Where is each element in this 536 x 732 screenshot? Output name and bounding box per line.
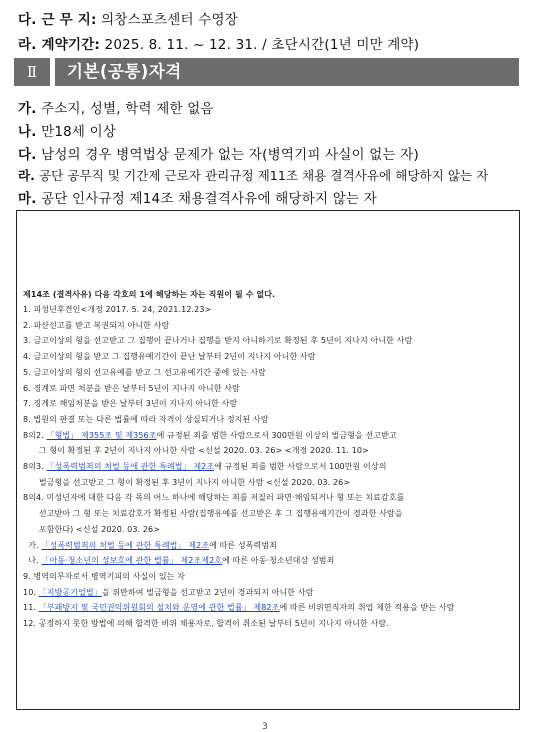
- qualification-item: [18, 120, 116, 140]
- clause-line: [23, 367, 266, 378]
- qualification-marker: 나.: [18, 124, 37, 140]
- clause-text: 3. 금고이상의 형을 선고받고 그 집행이 끝나거나 집행을 받지 아니하기로 확정된 후 5년이 지나지 아니한 사람: [23, 336, 413, 346]
- clause-text: 6. 징계로 파면 처분을 받은 날부터 5년이 지나지 아니한 사람: [23, 383, 240, 393]
- clause-text: 8의3.: [23, 462, 47, 471]
- clause-text: 포함한다) <신설 2020. 03. 26>: [23, 524, 161, 534]
- qualification-marker: 라.: [18, 168, 35, 183]
- clause-line: [23, 398, 237, 409]
- qualification-marker: 가.: [18, 101, 37, 117]
- qualification-item: [18, 187, 377, 207]
- contract-period-value: 2025. 8. 11. ~ 12. 31. / 초단시간(1년 미만 계약): [104, 37, 420, 53]
- clause-line: [23, 587, 313, 598]
- qualification-marker: 마.: [18, 191, 37, 207]
- law-reference-link[interactable]: 「성폭력범죄의 처벌 등에 관한 특례법」 제2조: [41, 540, 210, 550]
- clause-text: 에 따른 비위면직자의 취업 제한 적용을 받는 사람: [279, 603, 455, 613]
- clause-line: [23, 571, 185, 582]
- law-reference-link[interactable]: 「아동·청소년의 성보호에 관한 법률」 제2조제2호: [41, 556, 223, 566]
- law-reference-link[interactable]: 「성폭력범죄의 처벌 등에 관한 특례법」 제2조: [46, 462, 215, 471]
- section-number: Ⅱ: [14, 58, 50, 86]
- qualification-marker: 다.: [18, 147, 37, 163]
- clause-line: [23, 383, 240, 394]
- workplace-value: 의창스포츠센터 수영장: [101, 12, 238, 28]
- qualification-item: [18, 165, 488, 184]
- clause-text: 그 형이 확정된 후 2년이 지나지 아니한 사람 <신설 2020. 03. 26> <개정 2020. 11. 10>: [23, 446, 369, 456]
- clause-text: 2. 파산선고를 받고 복권되지 아니한 사람: [23, 320, 170, 330]
- law-reference-link[interactable]: 「부패방지 및 국민권익위원회의 설치와 운영에 관한 법률」 제82조: [38, 603, 280, 613]
- contract-period-label: 라. 계약기간:: [18, 37, 101, 53]
- clause-line: [23, 618, 389, 629]
- clause-line: [23, 335, 412, 346]
- clause-text: 벌금형을 선고받고 그 형이 확정된 후 3년이 지나지 아니한 사람 <신설 2020. 03. 26>: [23, 477, 351, 487]
- clause-text: 11.: [23, 603, 39, 613]
- section-title: 기본(공통)자격: [55, 58, 519, 86]
- law-reference-link[interactable]: 「지방공기업법」: [38, 587, 102, 597]
- clause-text: 8의4. 미성년자에 대한 다음 각 목의 어느 하나에 해당하는 죄를 저질러 파면·해임되거나 형 또는 치료감호를: [23, 493, 405, 503]
- qualification-text: 공단 인사규정 제14조 채용결격사유에 해당하지 않는 자: [41, 191, 377, 207]
- clause-line: [23, 540, 277, 551]
- clause-text: 12. 공정하지 못한 방법에 의해 합격한 비위 채용자로, 합격이 취소된 날부터 5년이 지나지 아니한 사람.: [23, 619, 389, 628]
- clause-text: 에 규정된 죄를 범한 사람으로서 100만원 이상의: [214, 462, 387, 471]
- clause-line: [23, 430, 397, 441]
- clause-line: [23, 304, 211, 315]
- clause-text: 5. 금고이상의 형의 선고유예를 받고 그 선고유예기간 중에 있는 사람: [23, 367, 266, 377]
- clause-text: 10.: [23, 587, 39, 597]
- clause-text: 선고받아 그 형 또는 치료감호가 확정된 사람(집행유예를 선고받은 후 그 집행유예기간이 경과한 사람을: [23, 509, 403, 519]
- clause-text: 8. 법원의 판결 또는 다른 법률에 따라 자격이 상실되거나 정지된 사람: [23, 414, 269, 424]
- workplace-label: 다. 근 무 지:: [18, 12, 97, 28]
- clause-line: [23, 477, 350, 488]
- clause-line: [23, 524, 160, 535]
- clause-text: 9. 병역의무자로서 병역기피의 사실이 있는 자: [23, 571, 185, 581]
- clause-line: [23, 320, 169, 331]
- clause-text: 7. 징계로 해임처분을 받은 날부터 3년이 지나지 아니한 사람: [23, 399, 238, 409]
- clause-text: 나.: [23, 556, 42, 566]
- law-reference-link[interactable]: 「형법」 제355조 및 제356조: [46, 430, 157, 440]
- qualification-item: [18, 97, 214, 117]
- workplace-line: [18, 8, 238, 28]
- contract-period-line: [18, 33, 419, 53]
- clause-title: 제14조 (결격사유) 다음 각호의 1에 해당하는 자는 직원이 될 수 없다.: [23, 290, 276, 299]
- clause-text: 에 따른 성폭력범죄: [209, 540, 278, 550]
- qualification-text: 남성의 경우 병역법상 문제가 없는 자(병역기피 사실이 없는 자): [41, 147, 419, 163]
- page-number: 3: [262, 722, 268, 732]
- clause-text: 1. 피성년후견인<개정 2017. 5. 24, 2021.12.23>: [23, 305, 212, 314]
- clause-line: [23, 351, 316, 362]
- clause-line: [23, 555, 334, 566]
- clause-text: 8의2.: [23, 430, 47, 440]
- qualification-text: 만18세 이상: [41, 124, 117, 140]
- clause-line: [23, 508, 403, 519]
- clause-line: [23, 602, 455, 613]
- section-header: [14, 58, 519, 86]
- clause-line: [23, 445, 369, 456]
- clause-text: 4. 금고이상의 형을 받고 그 집행유예기간이 끝난 날부터 2년이 지나지 아니한 사람: [23, 352, 316, 362]
- regulation-excerpt-box: [16, 210, 520, 710]
- clause-line: [23, 414, 269, 425]
- qualification-text: 주소지, 성별, 학력 제한 없음: [41, 101, 214, 117]
- clause-text: 가.: [23, 540, 42, 550]
- clause-line: [23, 461, 387, 472]
- clause-text: 에 규정된 죄를 범한 사람으로서 300만원 이상의 벌금형을 선고받고: [156, 430, 397, 440]
- clause-text: 에 따른 아동·청소년대상 성범죄: [222, 556, 335, 566]
- clause-line: [23, 492, 404, 503]
- clause-text: 을 위반하여 벌금형을 선고받고 2년이 경과되지 아니한 사람: [101, 587, 314, 597]
- qualification-item: [18, 143, 419, 163]
- qualification-text: 공단 공무직 및 기간제 근로자 관리규정 제11조 채용 결격사유에 해당하지 않는 자: [38, 168, 489, 183]
